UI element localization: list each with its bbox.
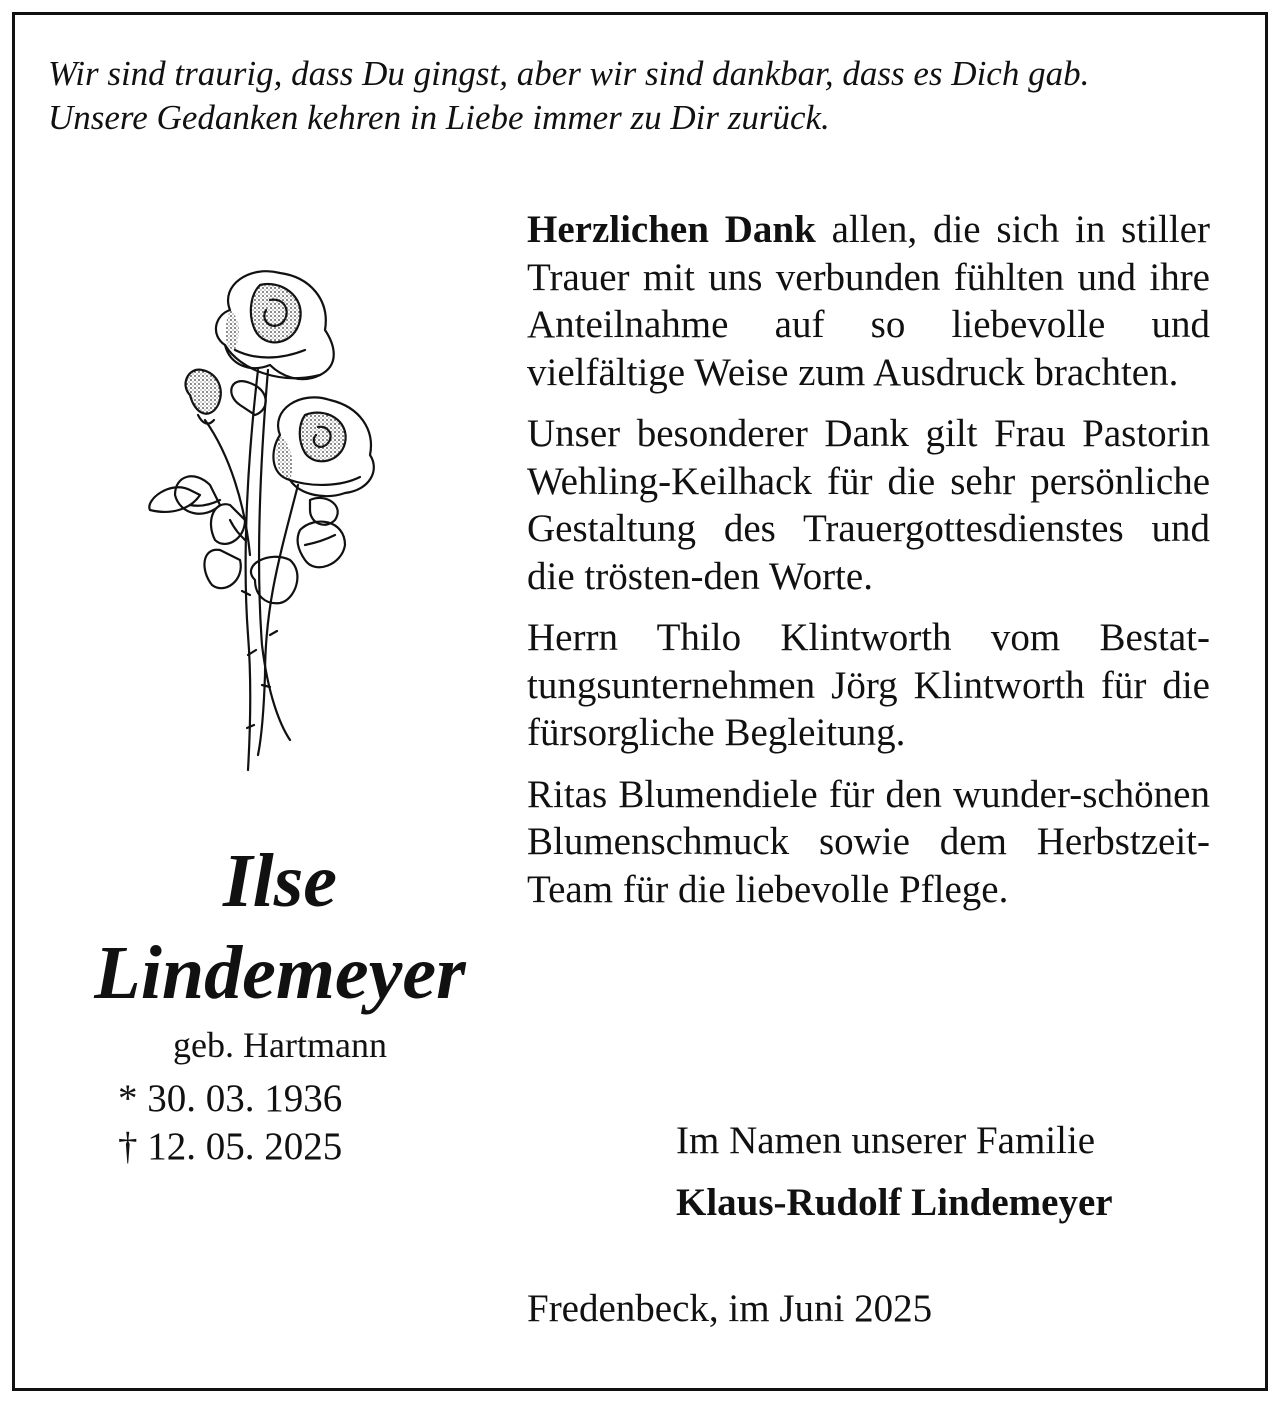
- memorial-quote: [48, 52, 1228, 140]
- quote-line-1: Wir sind traurig, dass Du gingst, aber wir sind dankbar, dass es Dich gab.: [48, 54, 1090, 93]
- thanks-paragraph-2: Unser besonderer Dank gilt Frau Pastorin Wehling-Keilhack für die sehr persönliche Gestaltung des Trauergottesdienstes und die trösten-den Worte.: [527, 412, 1210, 598]
- thanks-paragraph-3: Herrn Thilo Klintworth vom Bestat-tungsunternehmen Jörg Klintworth für die fürsorgliche Begleitung.: [527, 616, 1210, 754]
- thanks-paragraph-1: [527, 206, 1210, 396]
- death-date: † 12. 05. 2025: [118, 1125, 343, 1168]
- deceased-name-block: [30, 835, 530, 1067]
- quote-line-2: Unsere Gedanken kehren in Liebe immer zu Dir zurück.: [48, 98, 830, 137]
- thanks-paragraph-1-text: allen, die sich in stiller Trauer mit uns verbunden fühlten und ihre Anteilnahme auf so liebevolle und vielfältige Weise zum Ausdruck brachten.: [527, 208, 1210, 394]
- thanks-heading: Herzlichen Dank: [527, 208, 816, 251]
- life-dates: [118, 1075, 342, 1171]
- birth-date: * 30. 03. 1936: [118, 1077, 343, 1120]
- rose-illustration-icon: [130, 255, 380, 785]
- signature-intro: Im Namen unserer Familie: [676, 1119, 1096, 1162]
- deceased-maiden-name: geb. Hartmann: [173, 1025, 387, 1065]
- signature-name: Klaus-Rudolf Lindemeyer: [676, 1181, 1113, 1224]
- signature-block: [676, 1117, 1210, 1227]
- deceased-last-name: Lindemeyer: [94, 931, 466, 1015]
- thanks-text: [527, 206, 1210, 927]
- thanks-paragraph-4: Ritas Blumendiele für den wunder-schönen Blumenschmuck sowie dem Herbstzeit-Team für die liebevolle Pflege.: [527, 772, 1210, 911]
- place-and-date: Fredenbeck, im Juni 2025: [527, 1287, 933, 1330]
- deceased-first-name: Ilse: [223, 839, 337, 923]
